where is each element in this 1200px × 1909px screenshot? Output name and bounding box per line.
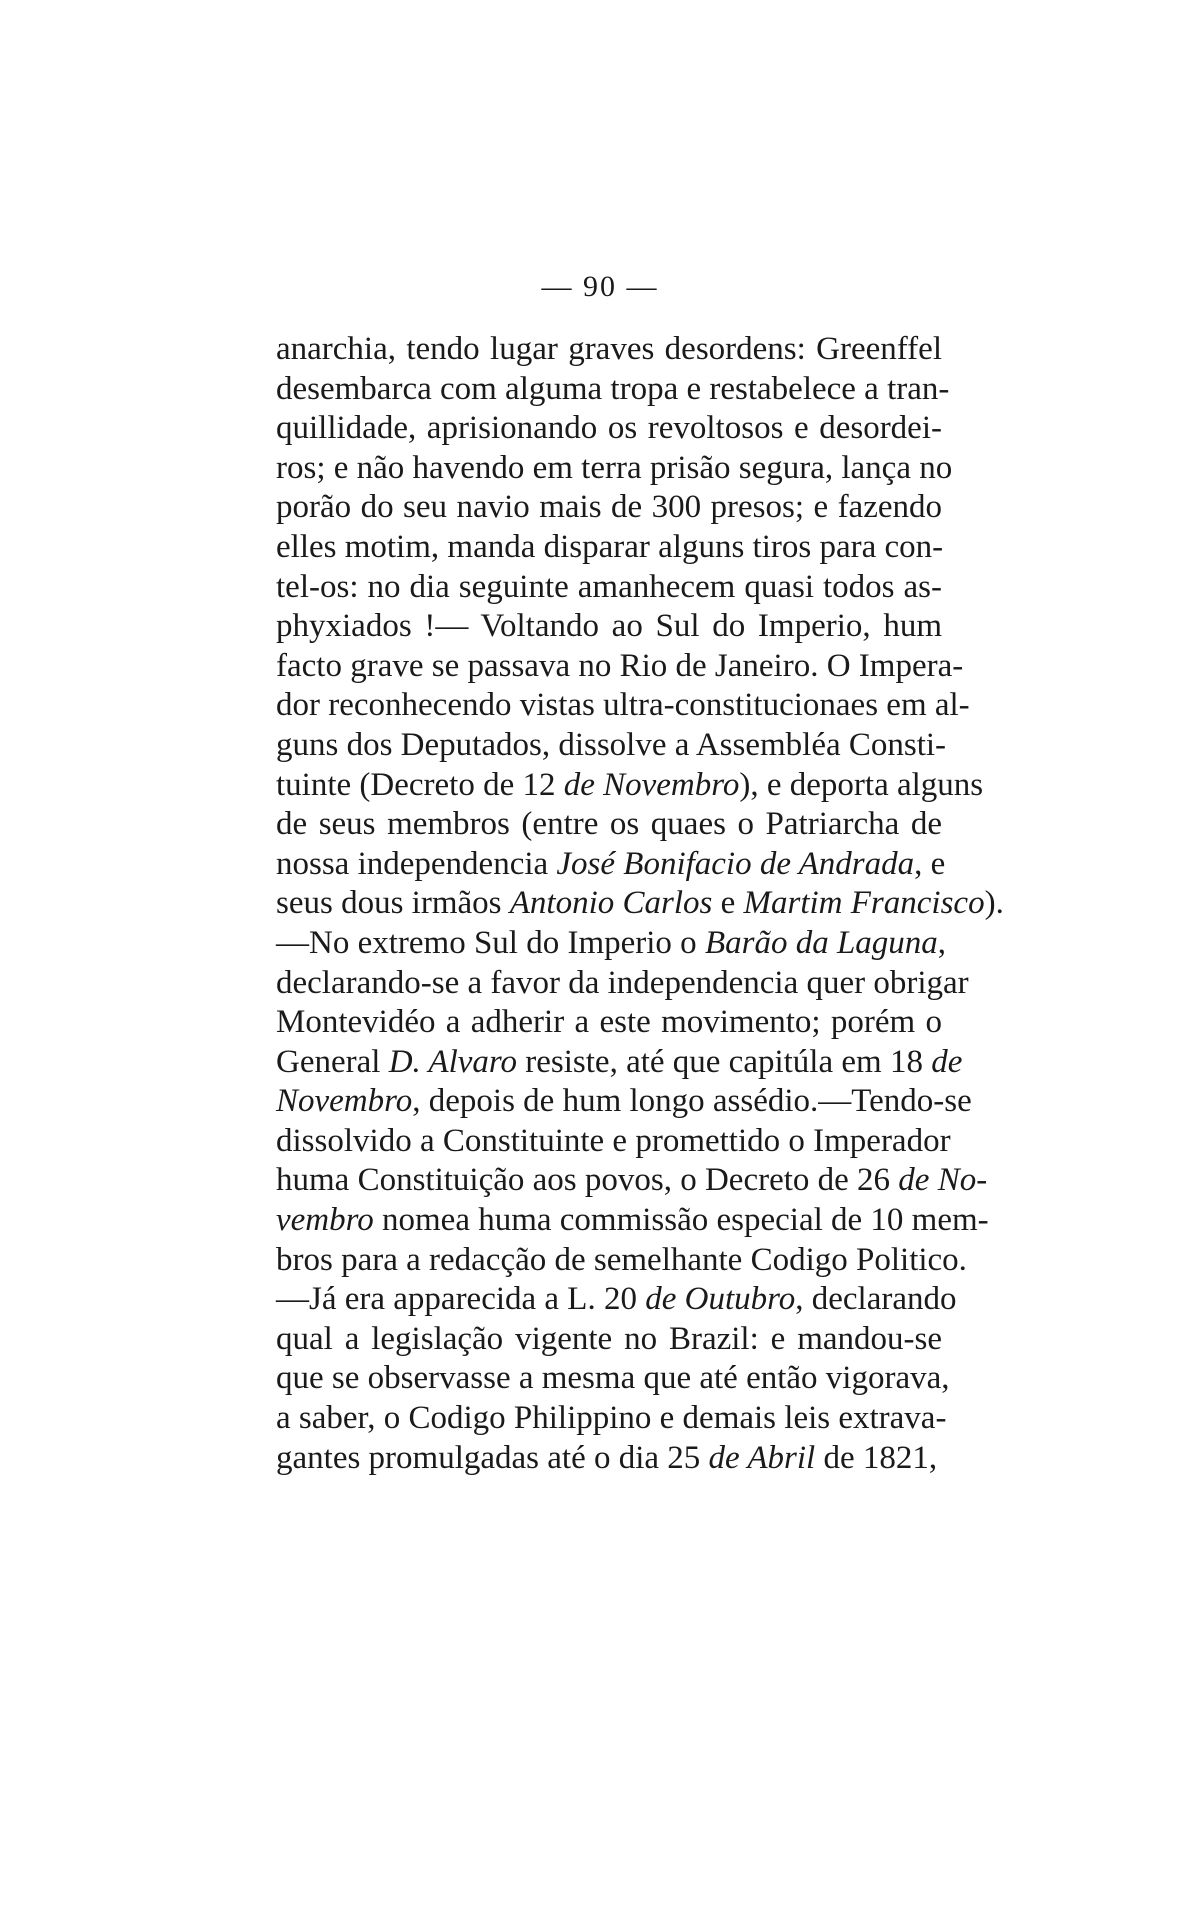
text-span: dissolvido a Constituinte e promettido o Imperador	[276, 1122, 951, 1159]
text-line	[276, 647, 964, 687]
text-span: qual a legislação vigente no Brazil: e mandou-se	[276, 1320, 942, 1357]
italic-text: Antonio Carlos	[509, 885, 713, 922]
text-span: ros; e não havendo em terra prisão segura, lança no	[276, 449, 953, 486]
text-span: , e	[914, 845, 946, 882]
text-span: —Já era apparecida a L. 20	[276, 1281, 646, 1318]
text-span: nomea huma commissão especial de 10 mem-	[373, 1202, 989, 1239]
text-line	[276, 1241, 967, 1281]
italic-text: de	[931, 1043, 963, 1080]
text-line	[276, 726, 947, 766]
text-line	[276, 924, 947, 964]
text-line	[276, 1082, 972, 1122]
text-span: Montevidéo a adherir a este movimento; porém o	[276, 1004, 942, 1041]
text-line	[276, 766, 984, 806]
italic-text: de Abril	[708, 1439, 816, 1476]
italic-text: Martim Francisco	[743, 885, 985, 922]
text-span: guns dos Deputados, dissolve a Assembléa Consti-	[276, 726, 947, 763]
text-span: phyxiados !— Voltando ao Sul do Imperio, hum	[276, 608, 942, 645]
text-line	[276, 568, 942, 608]
text-line	[276, 449, 953, 489]
text-span: seus dous irmãos	[276, 885, 510, 922]
text-span: ).	[984, 885, 1004, 922]
text-span: tuinte (Decreto de 12	[276, 766, 564, 803]
text-span: declarando-se a favor da independencia quer obrigar	[276, 964, 969, 1001]
text-span: , depois de hum longo assédio.—Tendo-se	[412, 1083, 972, 1120]
text-span: tel-os: no dia seguinte amanhecem quasi todos as-	[276, 568, 942, 605]
text-line	[276, 528, 942, 568]
italic-text: de Novembro	[563, 766, 740, 803]
text-span: e	[712, 885, 744, 922]
text-span: gantes promulgadas até o dia 25	[276, 1439, 709, 1476]
text-line	[276, 845, 946, 885]
text-line	[276, 1280, 957, 1320]
text-span: quillidade, aprisionando os revoltosos e desordei-	[276, 410, 942, 447]
text-span: bros para a redacção de semelhante Codigo Politico.	[276, 1241, 967, 1278]
italic-text: de Outubro	[645, 1281, 796, 1318]
text-span: ), e deporta alguns	[739, 766, 984, 803]
text-line	[276, 1320, 942, 1360]
text-line	[276, 330, 942, 370]
text-span: de seus membros (entre os quaes o Patriarcha de	[276, 806, 942, 843]
text-line	[276, 964, 969, 1004]
text-line	[276, 805, 942, 845]
text-line	[276, 370, 950, 410]
text-line	[276, 409, 942, 449]
text-span: que se observasse a mesma que até então vigorava,	[276, 1360, 950, 1397]
text-span: , declarando	[795, 1281, 957, 1318]
text-line	[276, 1439, 942, 1479]
text-line	[276, 686, 970, 726]
text-span: —No extremo Sul do Imperio o	[276, 924, 705, 961]
body-text	[276, 330, 1004, 1478]
text-span: porão do seu navio mais de 300 presos; e fazendo	[276, 489, 942, 526]
text-line	[276, 1003, 942, 1043]
text-span: facto grave se passava no Rio de Janeiro. O Impera-	[276, 647, 964, 684]
text-span: anarchia, tendo lugar graves desordens: Greenffel	[276, 331, 942, 367]
text-span: a saber, o Codigo Philippino e demais leis extrava-	[276, 1400, 947, 1437]
page-number: — 90 —	[541, 270, 659, 303]
text-span: de 1821,	[815, 1439, 938, 1476]
text-span: dor reconhecendo vistas ultra-constitucionaes em al-	[276, 687, 970, 724]
text-span: General	[276, 1043, 389, 1080]
italic-text: D. Alvaro	[388, 1043, 518, 1080]
text-line	[276, 488, 942, 528]
text-line	[276, 1399, 947, 1439]
text-span: huma Constituição aos povos, o Decreto de 26	[276, 1162, 899, 1199]
text-span: nossa independencia	[276, 845, 557, 882]
italic-text: vembro	[276, 1202, 374, 1239]
text-line	[276, 1161, 988, 1201]
text-line	[276, 1201, 989, 1241]
italic-text: de No-	[898, 1162, 988, 1199]
text-line	[276, 1043, 963, 1083]
italic-text: José Bonifacio de Andrada	[556, 845, 915, 882]
italic-text: Barão da Laguna	[704, 924, 938, 961]
text-line	[276, 607, 942, 647]
text-line	[276, 884, 1004, 924]
italic-text: Novembro	[276, 1083, 413, 1120]
text-line	[276, 1122, 951, 1162]
text-span: desembarca com alguma tropa e restabelece a tran-	[276, 370, 950, 407]
text-line	[276, 1359, 950, 1399]
text-span: elles motim, manda disparar alguns tiros para con-	[276, 528, 944, 565]
text-span: resiste, até que capitúla em 18	[517, 1043, 932, 1080]
text-span: ,	[937, 924, 947, 961]
